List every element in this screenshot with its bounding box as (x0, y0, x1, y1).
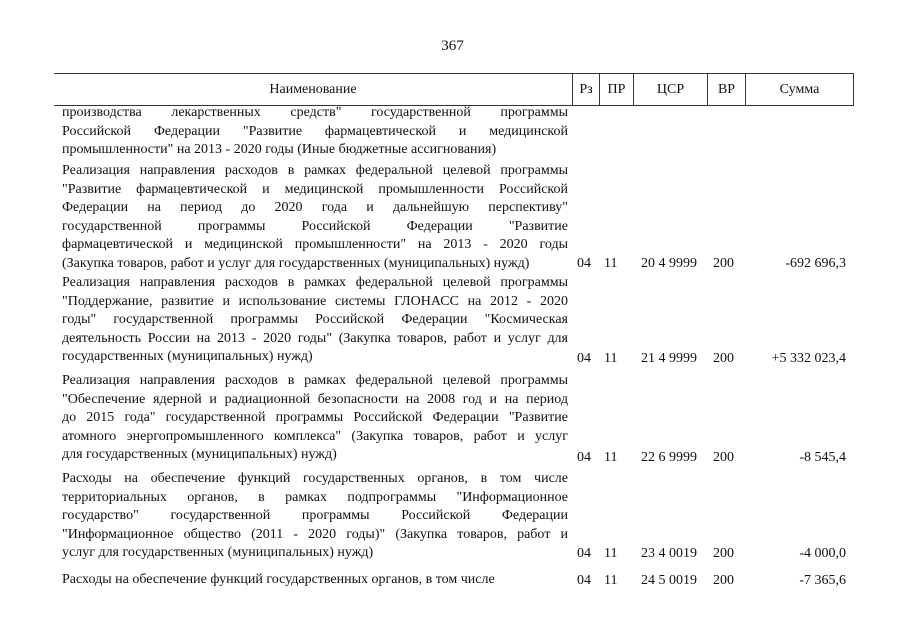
cell-pr: 11 (604, 256, 618, 271)
row-text-line: услуг для государственных (муниципальных) нужд) (62, 545, 374, 561)
table-row-codes (0, 350, 905, 368)
cell-sum: -8 545,4 (799, 450, 846, 465)
cell-rz: 04 (577, 450, 591, 465)
row-text-line: государство" государственной программы Российской Федерации (62, 508, 568, 524)
row-text-line: "Информационное общество (2011 - 2020 годы)" (Закупка товаров, работ и (62, 526, 568, 542)
header-name: Наименование (269, 81, 357, 97)
row-text-line: "Развитие фармацевтической и медицинской промышленности Российской (62, 181, 568, 197)
row-text-line: территориальных органов, в рамках подпрограммы "Информационное (62, 489, 568, 505)
row-text-line: Реализация направления расходов в рамках федеральной целевой программы (62, 373, 568, 388)
cell-vr: 200 (713, 256, 734, 271)
cell-vr: 200 (713, 450, 734, 465)
cell-csr: 21 4 9999 (641, 351, 697, 366)
table-row-codes (0, 572, 905, 590)
table-row-codes (0, 545, 905, 563)
row-text-line: Федерации на период до 2020 года и дальнейшую перспективу" (62, 200, 568, 216)
cell-csr: 22 6 9999 (641, 450, 697, 465)
header-rz: Рз (572, 74, 599, 105)
cell-rz: 04 (577, 573, 591, 588)
cell-rz: 04 (577, 351, 591, 366)
cell-pr: 11 (604, 573, 618, 588)
table-row-codes (0, 449, 905, 467)
cell-vr: 200 (713, 351, 734, 366)
cell-csr: 24 5 0019 (641, 573, 697, 588)
row-text-line: (Закупка товаров, работ и услуг для государственных (муниципальных) нужд) (62, 255, 530, 271)
row-text-line: Реализация направления расходов в рамках федеральной целевой программы (62, 275, 568, 290)
cell-sum: +5 332 023,4 (771, 351, 846, 366)
table-row-text (62, 104, 568, 160)
cell-pr: 11 (604, 546, 618, 561)
cell-csr: 23 4 0019 (641, 546, 697, 561)
row-text-line: государственных (муниципальных) нужд) (62, 349, 313, 365)
cell-sum: -4 000,0 (799, 546, 846, 561)
cell-sum: -692 696,3 (785, 256, 846, 271)
row-text-line: Расходы на обеспечение функций государственных органов, в том числе (62, 471, 568, 486)
row-text-line: "Обеспечение ядерной и радиационной безопасности на 2008 год и на период (62, 391, 568, 407)
cell-sum: -7 365,6 (799, 573, 846, 588)
table-row-codes (0, 255, 905, 273)
row-text-line: фармацевтической и медицинской промышленности" на 2013 - 2020 годы (62, 237, 568, 253)
row-text-line: "Поддержание, развитие и использование системы ГЛОНАСС на 2012 - 2020 (62, 293, 568, 309)
page-number: 367 (441, 38, 464, 54)
cell-rz: 04 (577, 546, 591, 561)
row-text-line: Расходы на обеспечение функций государственных органов, в том числе (62, 572, 495, 587)
cell-pr: 11 (604, 450, 618, 465)
row-text-line: Российской Федерации "Развитие фармацевтической и медицинской (62, 123, 568, 139)
cell-vr: 200 (713, 546, 734, 561)
row-text-line: для государственных (муниципальных) нужд) (62, 447, 337, 463)
cell-pr: 11 (604, 351, 618, 366)
row-text-line: до 2015 года" государственной программы Российской Федерации "Развитие (62, 410, 568, 426)
table-header (54, 73, 854, 106)
row-text-line: Реализация направления расходов в рамках федеральной целевой программы (62, 163, 568, 178)
row-text-line: атомного энергопромышленного комплекса" (Закупка товаров, работ и услуг (62, 428, 568, 444)
row-text-line: промышленности" на 2013 - 2020 годы (Иные бюджетные ассигнования) (62, 142, 497, 158)
header-csr: ЦСР (633, 74, 707, 105)
cell-csr: 20 4 9999 (641, 256, 697, 271)
row-text-line: производства лекарственных средств" государственной программы (62, 105, 568, 120)
row-text-line: государственной программы Российской Федерации "Развитие (62, 218, 568, 234)
row-text-line: годы" государственной программы Российской Федерации "Космическая (62, 312, 568, 328)
header-sum: Сумма (745, 74, 854, 105)
row-text-line: деятельность России на 2013 - 2020 годы" (Закупка товаров, работ и услуг для (62, 330, 568, 346)
cell-vr: 200 (713, 573, 734, 588)
header-pr: ПР (599, 74, 633, 105)
header-vr: ВР (707, 74, 745, 105)
cell-rz: 04 (577, 256, 591, 271)
